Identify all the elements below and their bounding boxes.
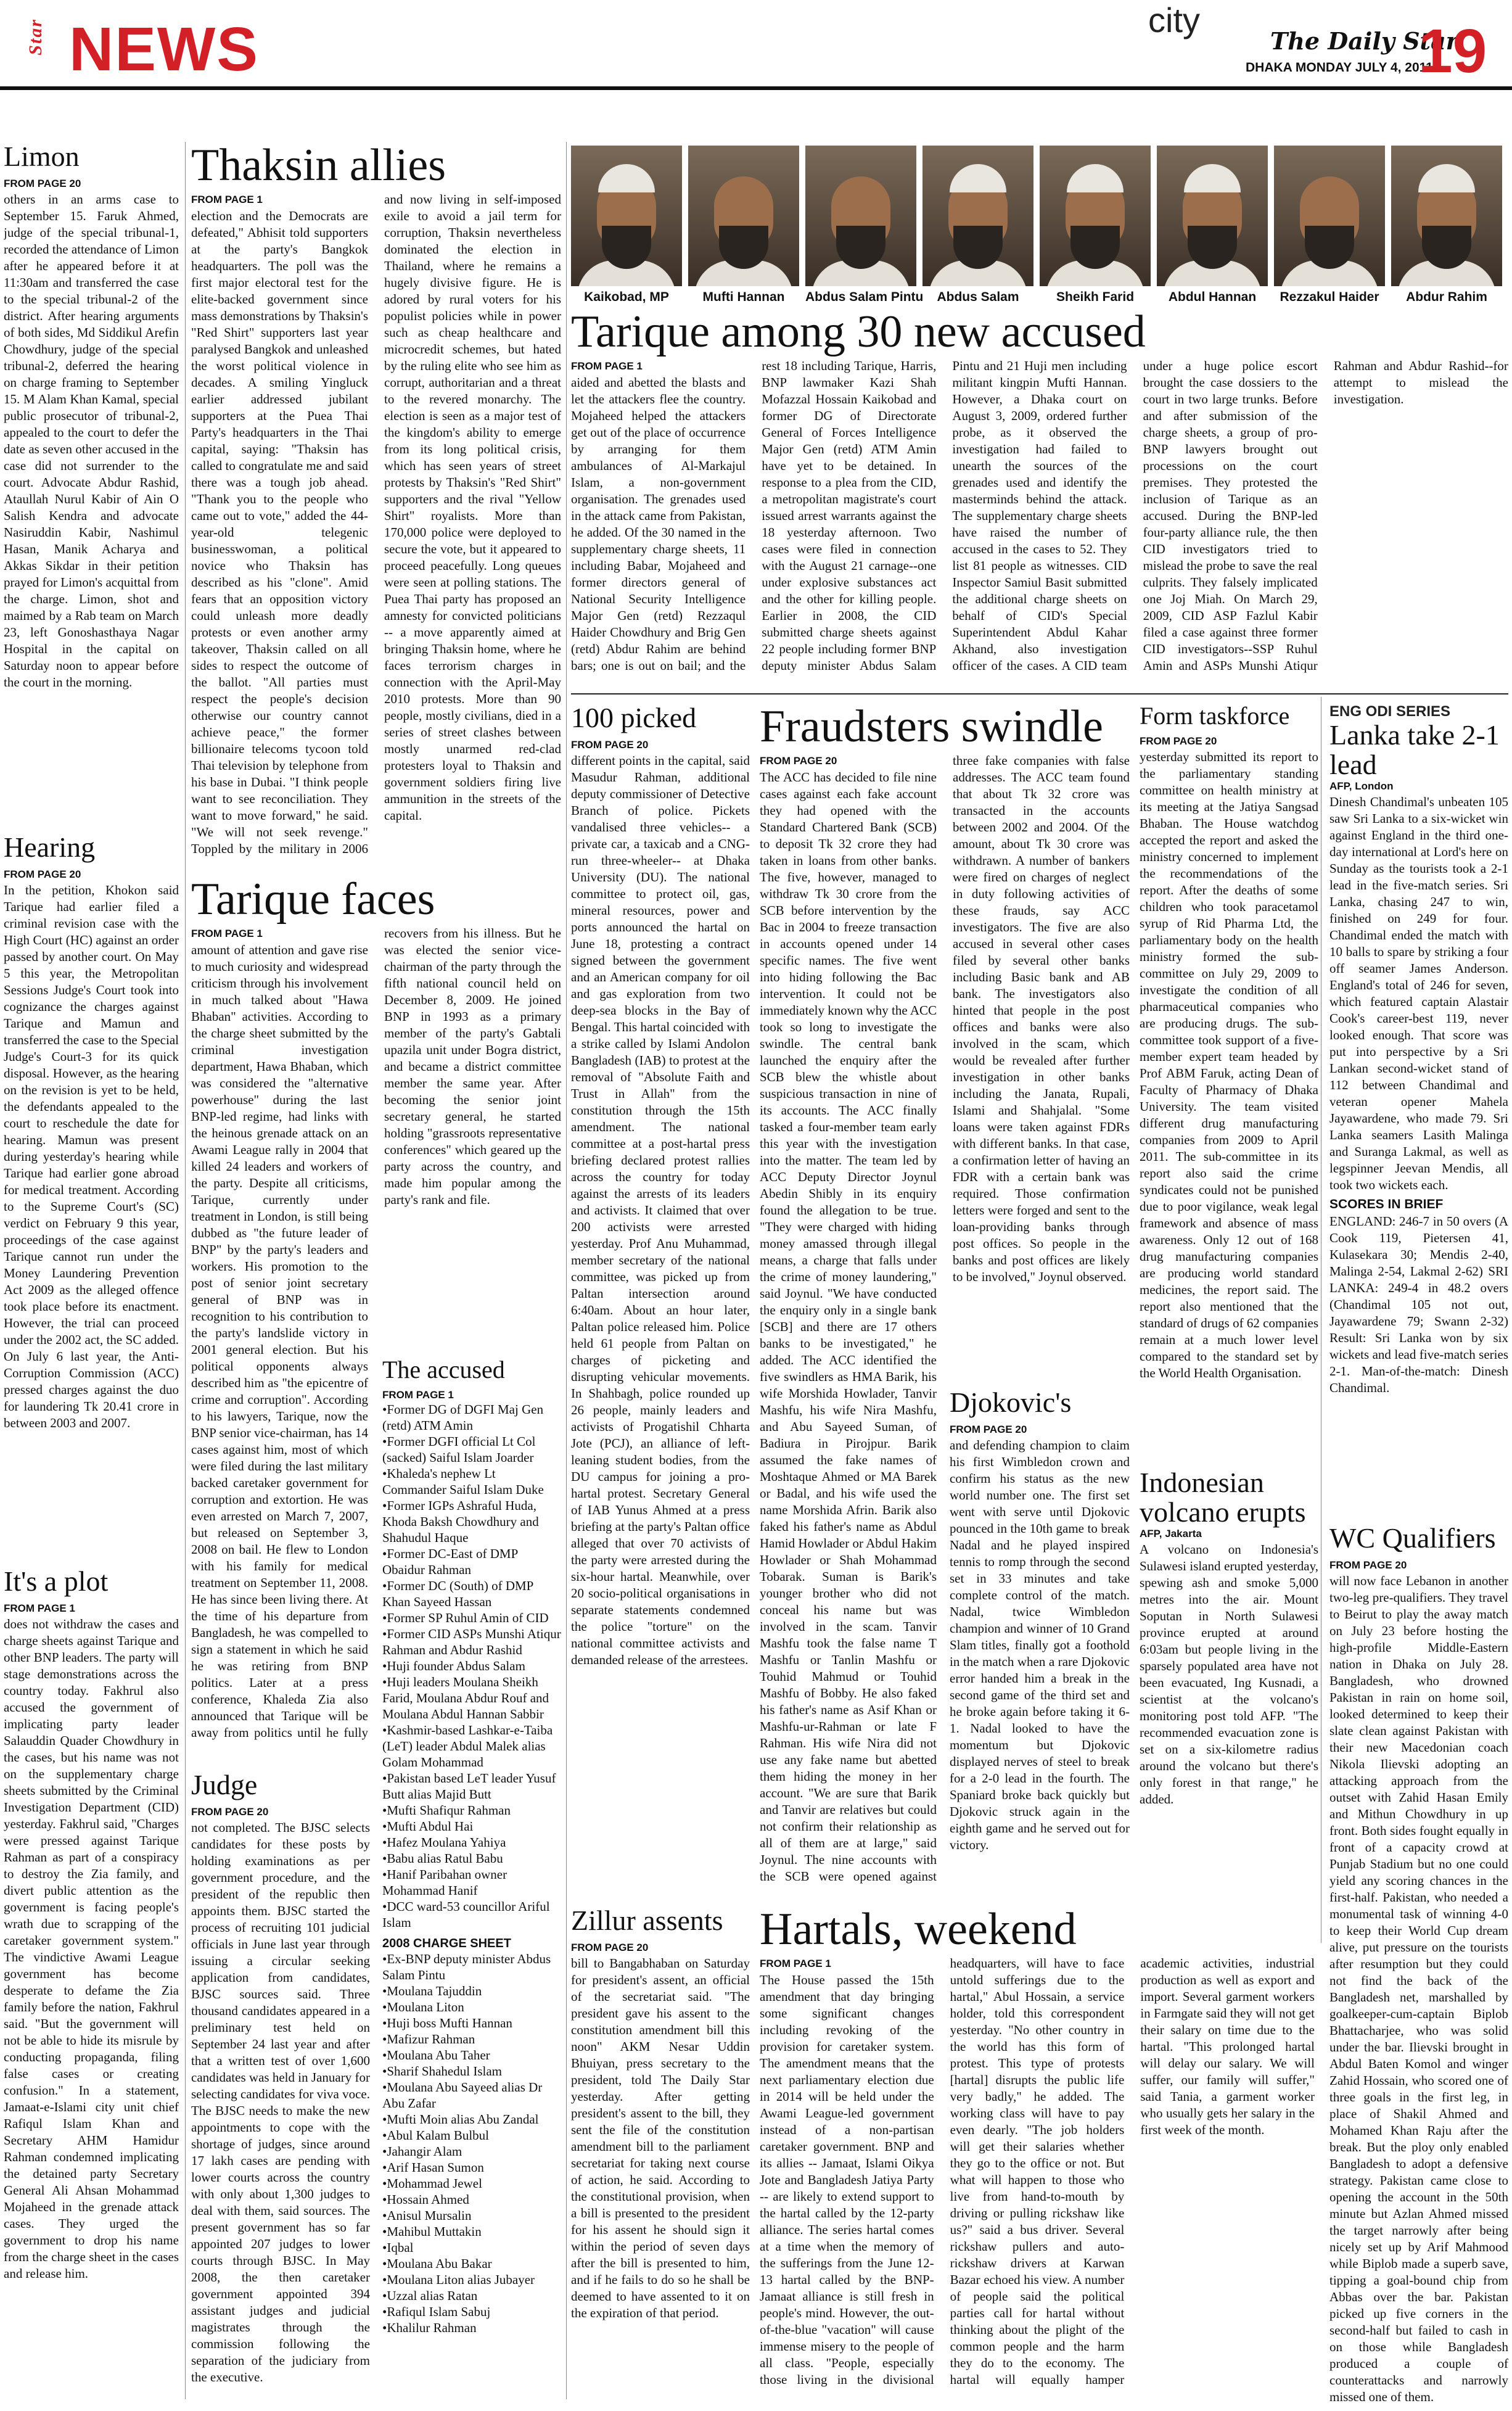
- story-body: does not withdraw the cases and charge sheets against Tarique and other BNP leaders. The party will stage demonstrations across the country today. Fakhrul also accused the government of implicating party leader Salauddin Quader Chowdhury in the cases, but his name was not on the supplementary charge sheets submitted by the Criminal Investigation Department (CID) yesterday. Fakhrul said, "Charges were pressed against Tarique Rahman as part of a conspiracy to destroy the Zia family, and divert public attention as the government is facing people's wrath due to scrapping of the caretaker government system." The vindictive Awami League government has become desperate to defame the Zia family before the nation, Fakhrul said. "But the government will not be able to hide its misrule by conducting propaganda, filing false cases or creating confusion." In a statement, Jamaat-e-Islami city unit chief Rafiqul Islam Khan and Secretary AHM Hamidur Rahman condemned implicating the detained party Secretary General Ali Ahsan Mohammad Mojaheed in the grenade attack cases. They urged the government to drop his name from the charge sheet in the cases and release him.: [4, 1617, 179, 2281]
- continuation-label: FROM PAGE 20: [950, 1424, 1027, 1436]
- byline: AFP, Jakarta: [1140, 1527, 1202, 1539]
- accused-list-item: • Mufti Abdul Hai: [382, 1818, 561, 1834]
- story-volcano: [1140, 1468, 1318, 1900]
- continuation-label: FROM PAGE 20: [4, 868, 81, 881]
- story-body: yesterday submitted its report to the parliamentary standing committee on health ministry at its meeting at the Jatiya Sangsad Bhaban. The House watchdog accepted the report and asked the ministry concerned to implement the recommendations of the report. After the deaths of some children who took paracetamol syrup of Rid Pharma Ltd, the parliamentary body on the health ministry formed the sub-committee on July 29, 2009 to investigate the condition of all pharmaceutical companies who are producing drugs. The sub-committee took support of a five-member expert team headed by Prof ABM Faruk, acting Dean of Faculty of Pharmacy of Dhaka University. The team visited different drug manufacturing companies from 2009 to April 2011. The sub-committee in its report also said the crime syndicates could not be punished due to poor vigilance, weak legal framework and absence of mass awareness. Only 12 out of 168 drug manufacturing companies are producing world standard medicines, the report said. The report also mentioned that the standard of drugs of 62 companies remain at a much lower level compared to the standard set by the World Health Organisation.: [1140, 749, 1318, 1380]
- story-hartals: [760, 1906, 1315, 2405]
- mugshot-photo: [688, 146, 799, 286]
- story-body: and defending champion to claim his first Wimbledon crown and confirm his status as the new world number one. The first set went with serve until Djokovic pounced in the 10th game to break Nadal and he played inspired tennis to romp through the second set in 33 minutes and take complete control of the match. Nadal, twice Wimbledon champion and winner of 10 Grand Slam titles, finally got a foothold in the match when a rare Djokovic error handed him a break in the second game of the third set and he broke again before taking it 6-1. Nadal looked to have the momentum but Djokovic displayed nerves of steel to break for a 2-0 lead in the fourth. The Spaniard broke back quickly but Djokovic struck again in the eighth game and he served out for victory.: [950, 1438, 1130, 1853]
- masthead: [0, 0, 1512, 93]
- masthead-rule: [0, 86, 1512, 90]
- accused-list-item: • Huji founder Abdus Salam: [382, 1658, 561, 1674]
- accused-list-item: • Abul Kalam Bulbul: [382, 2127, 561, 2143]
- kicker: ENG ODI SERIES: [1329, 703, 1451, 720]
- accused-list-item: • Mufti Shafiqur Rahman: [382, 1802, 561, 1818]
- accused-list-item: • Sharif Shahedul Islam: [382, 2063, 561, 2079]
- story-plot: [4, 1567, 179, 2405]
- story-odi: [1329, 703, 1508, 1517]
- paper-name: The Daily Star: [1270, 27, 1458, 55]
- story-body: [571, 358, 1508, 678]
- accused-list-item: • Iqbal: [382, 2240, 561, 2256]
- story-body: [760, 1955, 1315, 2399]
- headline: The accused: [382, 1357, 505, 1383]
- mugshot-caption: Abdus Salam: [937, 290, 1019, 304]
- continuation-label: FROM PAGE 1: [191, 193, 263, 205]
- accused-list-item: • Former DC-East of DMP Obaidur Rahman: [382, 1546, 561, 1578]
- story-text: amount of attention and gave rise to much curiosity and widespread criticism through his involvement in much talked about "Hawa Bhaban" activities. According to the charge sheet submitted by the criminal investigation department, Hawa Bhaban, which was considered the "alternative powerhouse" during the last BNP-led regime, had links with the heinous grenade attack on an Awami League rally in 2004 that killed 24 leaders and workers of the party. Despite all criticisms, Tarique, currently under treatment in London, is still being dubbed as "the future leader of BNP" by the party's leaders and workers. His promotion to the post of senior joint secretary general of BNP was in recognition to his contribution to the party's landslide victory in 2001 general election. But his political opponents always described him as "the epicentre of crime and corruption". According to his lawyers, Tarique, now the BNP senior vice-chairman, has 14 cases against him, most of which were filed during the last military backed caretaker government for corruption and extortion. He was even arrested on March 7, 2007, but released on September 3, 2008 on bail. He flew to London with his family for medical treatment on September 11, 2008. He has since been living there. At the time of his departure from Bangladesh, he was compelled to sign a statement in which he said he was retiring from BNP politics. Later at a press conference, Khaleda Zia also announced that Tarique will be away from politics until he fully recovers from his illness. But he was elected the senior vice-chairman of the party through the fifth national council held on December 8, 2009. He joined BNP in 1993 as a primary member of the party's Gabtali upazila unit under Bogra district, and became a district committee member the same year. After becoming the senior joint secretary general, he started holding "grassroots representative conferences" which geared up the party across the country, and made him popular among the party's rank and file.: [191, 925, 561, 1740]
- headline: Limon: [4, 142, 80, 172]
- mugshot: [1157, 146, 1268, 312]
- mugshot-caption: Kaikobad, MP: [584, 290, 669, 304]
- accused-list: [382, 1401, 561, 1931]
- continuation-label: FROM PAGE 20: [1140, 735, 1217, 747]
- accused-list-item: • Former CID ASPs Munshi Atiqur Rahman and Abdur Rashid: [382, 1626, 561, 1658]
- accused-list-item: • Anisul Mursalin: [382, 2207, 561, 2223]
- headline: Tarique faces: [191, 876, 435, 925]
- accused-list-item: • Mafizur Rahman: [382, 2031, 561, 2047]
- story-body: A volcano on Indonesia's Sulawesi island erupted yesterday, spewing ash and smoke 5,000 metres into the air. Mount Soputan in North Sulawesi province erupted at around 6:03am but people living in the sparsely populated area have not been evacuated, Ing Kusnadi, a scientist at the volcano's monitoring post told AFP. "The recommended evacuation zone is set on a six-kilometre radius around the volcano but there's only forest in that range," he added.: [1140, 1541, 1318, 1807]
- mugshot: [922, 146, 1033, 312]
- headline: Indonesian volcano erupts: [1140, 1468, 1306, 1528]
- mugshot-photo: [1157, 146, 1268, 286]
- mugshot-caption: Abdul Hannan: [1168, 290, 1257, 304]
- subhead: 2008 CHARGE SHEET: [382, 1937, 511, 1950]
- dateline: DHAKA MONDAY JULY 4, 2011: [1246, 60, 1433, 75]
- story-text: The House passed the 15th amendment that day bringing some significant changes including revoking of the provision for caretaker system. The amendment means that the next parliamentary election due in 2014 will be held under the Awami League-led government instead of a non-partisan caretaker government. BNP and its allies -- Jamaat, Islami Oikya Jote and Bangladesh Jatiya Party -- are likely to extend support to the hartal called by the 12-party alliance. The series hartal comes at a time when the memory of the sufferings from the June 12-13 hartal called by the BNP-Jamaat alliance is still fresh in people's mind. However, the out-of-the-blue "vacation" will cause immense misery to the people of all class. "People, especially those living in the divisional headquarters, will have to face untold sufferings due to the hartal," Abul Hossain, a service holder, told this correspondent yesterday. "No other country in the world has this form of protest. This type of protests [hartal] disrupts the public life very badly," he added. The working class will have to pay even dearly. "The job holders will get their salaries whether they go to the office or not. But what will happen to those who live from hand-to-mouth by driving or pulling rickshaw like us?" said a bus driver. Several rickshaw pullers and auto-rickshaw drivers at Karwan Bazar echoed his view. A number of people said the political parties call for hartal without thinking about the plight of the common people and the harm they do to the economy. The hartal will equally hamper academic activities, industrial production as well as export and import. Several garment workers in Farmgate said they will not get their salary on time due to the hartal. "This prolonged hartal will delay our salary. We will suffer, our family will suffer," said Tania, a garment worker who usually gets her salary in the first week of the month.: [760, 1955, 1315, 2387]
- accused-list-item: • Mahibul Muttakin: [382, 2223, 561, 2240]
- column-divider: [566, 142, 567, 2399]
- accused-list-item: • Hanif Paribahan owner Mohammad Hanif: [382, 1866, 561, 1898]
- story-body: different points in the capital, said Masudur Rahman, additional deputy commissioner of Detective Branch of police. Pickets vandalised three vehicles-- a private car, a taxicab and a CNG-run three-wheeler-- at Dhaka University (DU). The national committee to protect oil, gas, mineral resources, power and ports announced the hartal on June 18, protesting a contract signed between the government and an American company for oil and gas exploration from two deep-sea blocks in the Bay of Bengal. This hartal coincided with a strike called by Islami Andolon Bangladesh (IAB) to protest at the removal of "Absolute Faith and Trust in Allah" from the constitution through the 15th amendment. The national committee at a post-hartal press briefing declared protest rallies across the country for today against the arrests of its leaders and activists. It claimed that over 200 activists were arrested yesterday. Prof Anu Muhammad, member secretary of the national committee, was picked up from Paltan intersection around 6:40am. About an hour later, Paltan police released him. Police held 61 people from Paltan on charges of picketing and disrupting vehicular movements. In Shahbagh, police rounded up 26 people, mainly leaders and activists of Progatishil Chharta Jote (PCJ), an alliance of left-leaning student bodies, from the DU campus for joining a pro-hartal protest. Secretary General of IAB Yunus Ahmed at a press briefing at the party's Paltan office alleged that over 70 activists of the party were arrested during the six-hour hartal. Meanwhile, over 20 socio-political organisations in separate statements condemned the police "torture" on the national committee activists and demanded release of the arrestees.: [571, 753, 750, 1668]
- accused-list-item: • Mohammad Jewel: [382, 2175, 561, 2191]
- headline: Thaksin allies: [191, 142, 446, 191]
- story-hearing: [4, 833, 179, 1554]
- headline: WC Qualifiers: [1329, 1523, 1496, 1554]
- story-body: will now face Lebanon in another two-leg pre-qualifiers. They travel to Beirut to play the away match on July 23 before hosting the high-profile Middle-Eastern nation in Dhaka on July 28. Bangladesh, who drowned Pakistan in rain on home soil, looked determined to keep their slate clean against Pakistan with their new Macedonian coach Nikola Ilievski adopting an attacking approach from the outset with Zahid Hasan Emily and Mithun Chowdhury in up front. Both sides fought equally in front of a capacity crowd at Punjab Stadium but no one could yield any scoring chances in the first-half. Pakistan, who needed a monumental task of winning 4-0 to keep their World Cup dream alive, put pressure on the tourists after resumption but they could not find the back of the Bangladesh net, marshalled by goalkeeper-cum-captain Biplob Bhattacharjee, who was solid under the bar. Ilievski brought in Abdul Baten Komol and winger Zahid Hossain, who scored one of three goals in the first leg, in place of Shakil Ahmed and Mohamed Khan Raju after the break. But the ploy only enabled Bangladesh to adopt a defensive strategy. Pakistan came close to opening the account in the 50th minute but Azlan Ahmed missed the target narrowly after being nicely set up by Arif Mahmood while Biplob made a superb save, tipping a goal-bound chip from Abbas over the bar. Pakistan picked up five corners in the second-half but failed to cash in on those while Bangladesh produced a couple of counterattacks and narrowly missed one of them.: [1329, 1573, 1508, 2405]
- continuation-label: FROM PAGE 20: [191, 1806, 269, 1818]
- continuation-label: FROM PAGE 1: [382, 1389, 454, 1401]
- accused-list-item: • Moulana Abu Sayeed alias Dr Abu Zafar: [382, 2079, 561, 2111]
- accused-list-item: • Khaleda's nephew Lt Commander Saiful Islam Duke: [382, 1465, 561, 1498]
- headline: Zillur assents: [571, 1906, 723, 1936]
- story-accused: [382, 1357, 561, 2405]
- mugshot-photo: [1391, 146, 1502, 286]
- continuation-label: FROM PAGE 20: [571, 1942, 649, 1954]
- headline: 100 picked: [571, 703, 697, 733]
- story-limon: [4, 142, 179, 820]
- accused-list-item: • Hossain Ahmed: [382, 2191, 561, 2207]
- mugshot: [1040, 146, 1151, 312]
- story-body: In the petition, Khokon said Tarique had earlier filed a criminal revision case with the High Court (HC) against an order passed by another court. On May 5 this year, the Metropolitan Sessions Judge's Court took into cognizance the charges against Tarique and Mamun and transferred the case to the Special Judge's Court-3 for its quick disposal. However, as the hearing on the revision is yet to be held, the defendants appealed to the court to reschedule the date for hearing. Mamun was present during yesterday's hearing while Tarique had earlier gone abroad for medical treatment. According to the Supreme Court's (SC) verdict on February 9 this year, proceedings of the case against Tarique cannot run under the Money Laundering Prevention Act 2009 as the alleged offence took place before its enactment. However, the trial can proceed under the 2002 act, the SC added. On July 6 last year, the Anti-Corruption Commission (ACC) pressed charges against the duo for laundering Tk 20.41 crore in between 2003 and 2007.: [4, 883, 179, 1431]
- accused-list-item: • Former IGPs Ashraful Huda, Khoda Baksh Chowdhury and Shahudul Haque: [382, 1498, 561, 1546]
- mugshot: [1391, 146, 1502, 312]
- accused-list-item: • Former DC (South) of DMP Khan Sayeed Hassan: [382, 1578, 561, 1610]
- headline: It's a plot: [4, 1567, 109, 1597]
- story-body: others in an arms case to September 15. Faruk Ahmed, judge of the special tribunal-1, recorded the attendance of Limon after he appeared before it at 11:30am and transferred the case to the special tribunal-2 of the district. After hearing arguments of both sides, Md Siddikul Arefin Chowdhury, judge of the special tribunal-2, deferred the hearing on charge framing to September 15. M Alam Khan Kamal, special public prosecutor of tribunal-2, appealed to the court to defer the date as seven other accused in the case did not surrender to the court. Advocate Abdur Rashid, Ataullah Nurul Kabir of Ain O Salish Kendra and advocate Nasiruddin Kabir, Nashimul Hasan, Manik Acharya and Akkas Sikdar in their petition prayed for Limon's acquittal from the charge. Limon, shot and maimed by a Rab team on March 23, left Gonoshasthaya Nagar Hospital in the capital on Saturday noon to appear before the court in the morning.: [4, 192, 179, 690]
- story-wc-qualifiers: [1329, 1523, 1508, 2405]
- accused-list-item: • Hafez Moulana Yahiya: [382, 1834, 561, 1850]
- star-tag: Star: [25, 19, 46, 56]
- mugshot-photo: [805, 146, 916, 286]
- continuation-label: FROM PAGE 1: [4, 1602, 75, 1615]
- story-zillur: [571, 1906, 750, 2405]
- headline: Judge: [191, 1770, 258, 1800]
- mugshot: [688, 146, 799, 312]
- continuation-label: FROM PAGE 20: [760, 754, 837, 767]
- story-taskforce: [1140, 703, 1318, 1462]
- section-name: NEWS: [69, 15, 259, 84]
- story-text: election and the Democrats are defeated," Abhisit told supporters at the party's Bangkok headquarters. The poll was the first major electoral test for the elite-backed government since mass demonstrations by Thaksin's "Red Shirt" supporters last year paralysed Bangkok and unleashed the worst political violence in decades. A smiling Yingluck earlier addressed jubilant supporters at the Puea Thai Party's headquarters in the Thai capital, saying: "Thaksin has called to congratulate me and said there was a tough job ahead. "Thank you to the people who came out to vote," added the 44-year-old telegenic businesswoman, a political novice who Thaksin has described as his "clone". Amid fears that an opposition victory could unleash more deadly protests or even another army takeover, Thaksin called on all sides to respect the outcome of the ballot. "All parties must respect the people's decision otherwise our country cannot achieve peace," the former billionaire telecoms tycoon told Thai television by telephone from his base in Dubai. "I think people want to see reconciliation. They want to move forward," he said. "We will not seek revenge." Toppled by the military in 2006 and now living in self-imposed exile to avoid a jail term for corruption, Thaksin nevertheless dominated the election in Thailand, where he remains a hugely divisive figure. He is adored by rural voters for his populist policies while in power such as cheap healthcare and microcredit schemes, but hated by the ruling elite who see him as corrupt, authoritarian and a threat to the revered monarchy. The election is seen as a major test of the kingdom's ability to emerge from its long political crisis, which has seen years of street protests by Thaksin's "Red Shirt" supporters and the rival "Yellow Shirt" royalists. More than 170,000 police were deployed to secure the vote, but it appeared to proceed peacefully. Long queues were seen at polling stations. The Puea Thai party has proposed an amnesty for convicted politicians -- a move apparently aimed at bringing Thaksin home, where he faces terrorism charges in connection with the April-May 2010 protests. More than 90 people, mostly civilians, died in a series of street clashes between mostly unarmed red-clad protesters loyal to Thaksin and government soldiers firing live ammunition in the streets of the capital.: [191, 191, 561, 856]
- story-100-picked: [571, 703, 750, 1900]
- story-body: [191, 191, 561, 857]
- mugshot-caption: Mufti Hannan: [702, 290, 785, 304]
- headline: Djokovic's: [950, 1388, 1072, 1418]
- accused-list-item: • Uzzal alias Ratan: [382, 2288, 561, 2304]
- accused-list-item: • Ex-BNP deputy minister Abdus Salam Pintu: [382, 1951, 561, 1983]
- city-label: city: [1148, 1, 1200, 39]
- headline: Tarique among 30 new accused: [571, 308, 1146, 357]
- photo-strip: [571, 146, 1508, 312]
- mugshot-photo: [1274, 146, 1385, 286]
- accused-list-item: • Moulana Liton alias Jubayer: [382, 2272, 561, 2288]
- accused-list-item: • Rafiqul Islam Sabuj: [382, 2304, 561, 2320]
- headline: Fraudsters swindle: [760, 703, 1103, 752]
- accused-list-item: • Former DGFI official Lt Col (sacked) Saiful Islam Joarder: [382, 1433, 561, 1465]
- story-body: Dinesh Chandimal's unbeaten 105 saw Sri Lanka to a six-wicket win against England in the third one-day international at Lord's here on Sunday as the tourists took a 2-1 lead in the five-match series. Sri Lanka, chasing 247 to win, finished on 249 for four. Chandimal ended the match with 10 balls to spare by striking a four off seamer James Anderson. England's total of 246 for seven, which featured captain Alastair Cook's career-best 119, never looked enough. That score was put into perspective by a Sri Lankan second-wicket stand of 112 between Chandimal and veteran opener Mahela Jayawardene, who made 79. Sri Lanka seamers Lasith Malinga and Suranga Lakmal, as well as legspinner Jeevan Mendis, all took two wickets each.: [1329, 794, 1508, 1192]
- continuation-label: FROM PAGE 20: [571, 739, 649, 751]
- mugshot-photo: [571, 146, 682, 286]
- accused-list-item: • Kashmir-based Lashkar-e-Taiba (LeT) leader Abdul Malek alias Golam Mohammad: [382, 1722, 561, 1770]
- headline: Hartals, weekend: [760, 1906, 1077, 1955]
- accused-list-item: • Mufti Moin alias Abu Zandal: [382, 2111, 561, 2127]
- mugshot-photo: [922, 146, 1033, 286]
- story-body: not completed. The BJSC selects candidates for these posts by holding examinations as per government procedure, and the president of the republic then appoints them. BJSC started the process of recruiting 101 judicial officials in June last year through issuing a circular seeking application from candidates, BJSC sources said. Three thousand candidates appeared in a preliminary test held on September 24 last year and after that a written test of over 1,600 candidates was held in January for selecting candidates for viva voce. The BJSC needs to make the new appointments to cope with the shortage of judges, since around 17 lakh cases are pending with lower courts across the country with only about 1,300 judges to deal with them, said sources. The present government has so far appointed 207 judges to lower courts through BJSC. In May 2008, the then caretaker government appointed 394 assistant judges and judicial magistrates through the commission following the separation of the judiciary from the executive.: [191, 1820, 370, 2385]
- accused-list-item: • Jahangir Alam: [382, 2143, 561, 2159]
- mugshot-photo: [1040, 146, 1151, 286]
- section-logo: [5, 15, 259, 84]
- accused-list-item: • Pakistan based LeT leader Yusuf Butt alias Majid Butt: [382, 1770, 561, 1802]
- scores-title: SCORES IN BRIEF: [1329, 1197, 1444, 1211]
- story-text: The ACC has decided to file nine cases against each fake account they had opened with the Standard Chartered Bank (SCB) to deposit Tk 32 crore they had taken in loans from other banks. The five, however, managed to withdraw Tk 30 crore from the SCB before intervention by the Bac in 2004 to freeze transaction in accounts opened under 14 specific names. The five went into hiding following the Bac intervention. It could not be immediately known why the ACC took so long to investigate the swindle. The central bank launched the enquiry after the SCB blew the whistle about suspicious transaction in nine of its accounts. The ACC finally tasked a four-member team early this year with the investigation into the matter. The team led by ACC Deputy Director Joynul Abedin Shibly in its enquiry found the allegation to be true. "They were charged with hiding money amassed through illegal means, a charge that falls under the crime of money laundering," said Joynul. "We have conducted the enquiry only in a single bank [SCB] and there are 17 others banks to be investigated," he added. The ACC identified the five swindlers as HMA Barik, his wife Morshida Howlader, Tanvir Mashfu, his wife Nira Mashfu, and Abu Sayeed Suman, of Badiura in Pirojpur. Barik assumed the fake names of Moshtaque Ahmed or MA Barek or Badal, and his wife used the name Morshida Afrin. Barik also faked his father's name as Abdul Hamid Howlader or Abdul Hakim Howlader or Shah Mohammad Tobarak. Suman is Barik's younger brother who did not conceal his name but was involved in the scam. Tanvir Mashfu took the false name T Mashfu or Tanlin Mashfu or Touhid Mahmud or Touhid Mashfu of Bobby. He also faked his father's name as Asif Khan or Mashfu-ur-Rahman or late F Rahman. His wife Nira did not use any fake name but abetted them hiding the money in her account. "We are sure that Barik and Tanvir are relatives but could not confirm their relationship as all of them are at large," said Joynul. The nine accounts with the SCB were opened against three fake companies with false addresses. The ACC team found that about Tk 32 crore was transacted in the accounts between 2002 and 2004. Of the amount, about Tk 30 crore was withdrawn. A number of bankers were fired on charges of neglect in duty following activities of these frauds, say ACC investigators. The five are also accused in several other cases filed by several other banks including Basic bank and AB bank. The investigators also hinted that people in the post offices and banks were also involved in the scam, which would be revealed after further investigation in other banks including the Janata, Rupali, Islami and Shahjalal. "Some loans were taken against FDRs with different banks. In that case, a confirmation letter of having an FDR with a certain bank was required. Those confirmation letters were forged and sent to the loan-providing banks through post offices. So people in the banks and post offices are likely to be involved," Joynul observed.: [760, 752, 1130, 1884]
- accused-list-item: • Huji leaders Moulana Sheikh Farid, Moulana Abdur Rouf and Moulana Abdul Hannan Sabbir: [382, 1674, 561, 1722]
- story-text: aided and abetted the blasts and let the attackers flee the country. Mojaheed helped the attackers get out of the place of occurrence by arranging for them ambulances of Al-Markajul Islam, a non-government organisation. The grenades used in the attack came from Pakistan, he added. Of the 30 named in the supplementary charge sheets, 11 including Babar, Mojaheed and former directors general of National Security Intelligence Major Gen (retd) Rezzaqul Haider Chowdhury and Brig Gen (retd) Abdur Rahim are behind bars; one is out on bail; and the rest 18 including Tarique, Harris, BNP lawmaker Kazi Shah Mofazzal Hossain Kaikobad and former DG of Directorate General of Forces Intelligence Major Gen (retd) ATM Amin have yet to be detained. In response to a plea from the CID, a metropolitan magistrate's court issued arrest warrants against the 18 yesterday afternoon. Two cases were filed in connection with the August 21 carnage--one under explosive substances act and the other for killing people. Earlier in 2008, the CID submitted charge sheets against 22 people including former BNP deputy minister Abdus Salam Pintu and 21 Huji men including militant kingpin Mufti Hannan. However, a Dhaka court on August 3, 2009, ordered further probe, as it observed the investigation had failed to unearth the sources of the grenades used and identify the masterminds behind the attack. The supplementary charge sheets have raised the number of accused in the cases to 52. They list 81 people as witnesses. CID Inspector Samiul Basit submitted the additional charge sheets on behalf of CID's Special Superintendent Abdul Kahar Akhand, also investigation officer of the cases. A CID team under a huge police escort brought the case dossiers to the court in two large trunks. Before and after submission of the charge sheets, a group of pro-BNP lawyers brought out processions on the court premises. They protested the inclusion of Tarique as an accused. During the BNP-led four-party alliance rule, the then CID investigators tried to mislead the probe to save the real culprits. They falsely implicated one Joj Miah. On March 29, 2009, CID ASP Fazlul Kabir filed a case against three former CID investigators--SSP Ruhul Amin and ASPs Munshi Atiqur Rahman and Abdur Rashid--for attempt to mislead the investigation.: [571, 358, 1508, 673]
- mugshot: [805, 146, 924, 312]
- accused-list-item: • Former DG of DGFI Maj Gen (retd) ATM Amin: [382, 1401, 561, 1433]
- page-number: 19: [1418, 17, 1487, 86]
- mugshot-caption: Sheikh Farid: [1056, 290, 1135, 304]
- mugshot-caption: Rezzakul Haider: [1280, 290, 1379, 304]
- story-tarique-30: [571, 308, 1508, 691]
- accused-list-item: • Huji boss Mufti Hannan: [382, 2015, 561, 2031]
- mugshot: [571, 146, 682, 312]
- accused-list-item: • Moulana Liton: [382, 1999, 561, 2015]
- story-thaksin: [191, 142, 561, 870]
- headline: Hearing: [4, 833, 96, 863]
- mugshot: [1274, 146, 1385, 312]
- accused-list-item: • Moulana Abu Taher: [382, 2047, 561, 2063]
- accused-list-item: • DCC ward-53 councillor Ariful Islam: [382, 1898, 561, 1931]
- accused-list-item: • Babu alias Ratul Babu: [382, 1850, 561, 1866]
- headline: Form taskforce: [1140, 703, 1290, 730]
- headline: Lanka take 2-1 lead: [1329, 719, 1500, 781]
- accused-list-item: • Khalilur Rahman: [382, 2320, 561, 2336]
- accused-2008-list: [382, 1951, 561, 2336]
- byline: AFP, London: [1329, 780, 1394, 792]
- continuation-label: FROM PAGE 20: [1329, 1559, 1407, 1572]
- mugshot-caption: Abdus Salam Pintu: [805, 290, 924, 304]
- accused-list-item: • Arif Hasan Sumon: [382, 2159, 561, 2175]
- story-judge: [191, 1770, 370, 2405]
- mugshot-caption: Abdur Rahim: [1406, 290, 1487, 304]
- column-divider: [185, 142, 186, 2399]
- story-body: bill to Bangabhaban on Saturday for president's assent, an official of the secretariat said. "The president gave his assent to the constitution amendment bill this noon" AKM Nesar Uddin Bhuiyan, press secretary to the president, told The Daily Star yesterday. After getting president's assent to the bill, they sent the file of the constitution amendment bill to the parliament secretariat for taking next course of action, he said. According to the constitutional provision, when a bill is presented to the president for his assent he should sign it within the period of seven days after the bill is presented to him, and if he fails to do so he shall be deemed to have assented to it on the expiration of that period.: [571, 1956, 750, 2321]
- accused-list-item: • Moulana Tajuddin: [382, 1983, 561, 1999]
- continuation-label: FROM PAGE 1: [571, 360, 643, 372]
- section-rule: [571, 693, 1508, 694]
- scores-body: ENGLAND: 246-7 in 50 overs (A Cook 119, Pietersen 41, Kulasekara 30; Mendis 2-40, Malinga 2-54, Lakmal 2-62) SRI LANKA: 249-4 in 48.2 overs (Chandimal 105 not out, Jayawardene 79; Swann 2-32) Result: Sri Lanka won by six wickets and lead five-match series 2-1. Man-of-the-match: Dinesh Chandimal.: [1329, 1213, 1508, 1395]
- accused-list-item: • Moulana Abu Bakar: [382, 2256, 561, 2272]
- story-djokovic: [950, 1388, 1130, 1900]
- continuation-label: FROM PAGE 1: [760, 1957, 831, 1969]
- continuation-label: FROM PAGE 20: [4, 178, 81, 190]
- continuation-label: FROM PAGE 1: [191, 927, 263, 939]
- accused-list-item: • Former SP Ruhul Amin of CID: [382, 1610, 561, 1626]
